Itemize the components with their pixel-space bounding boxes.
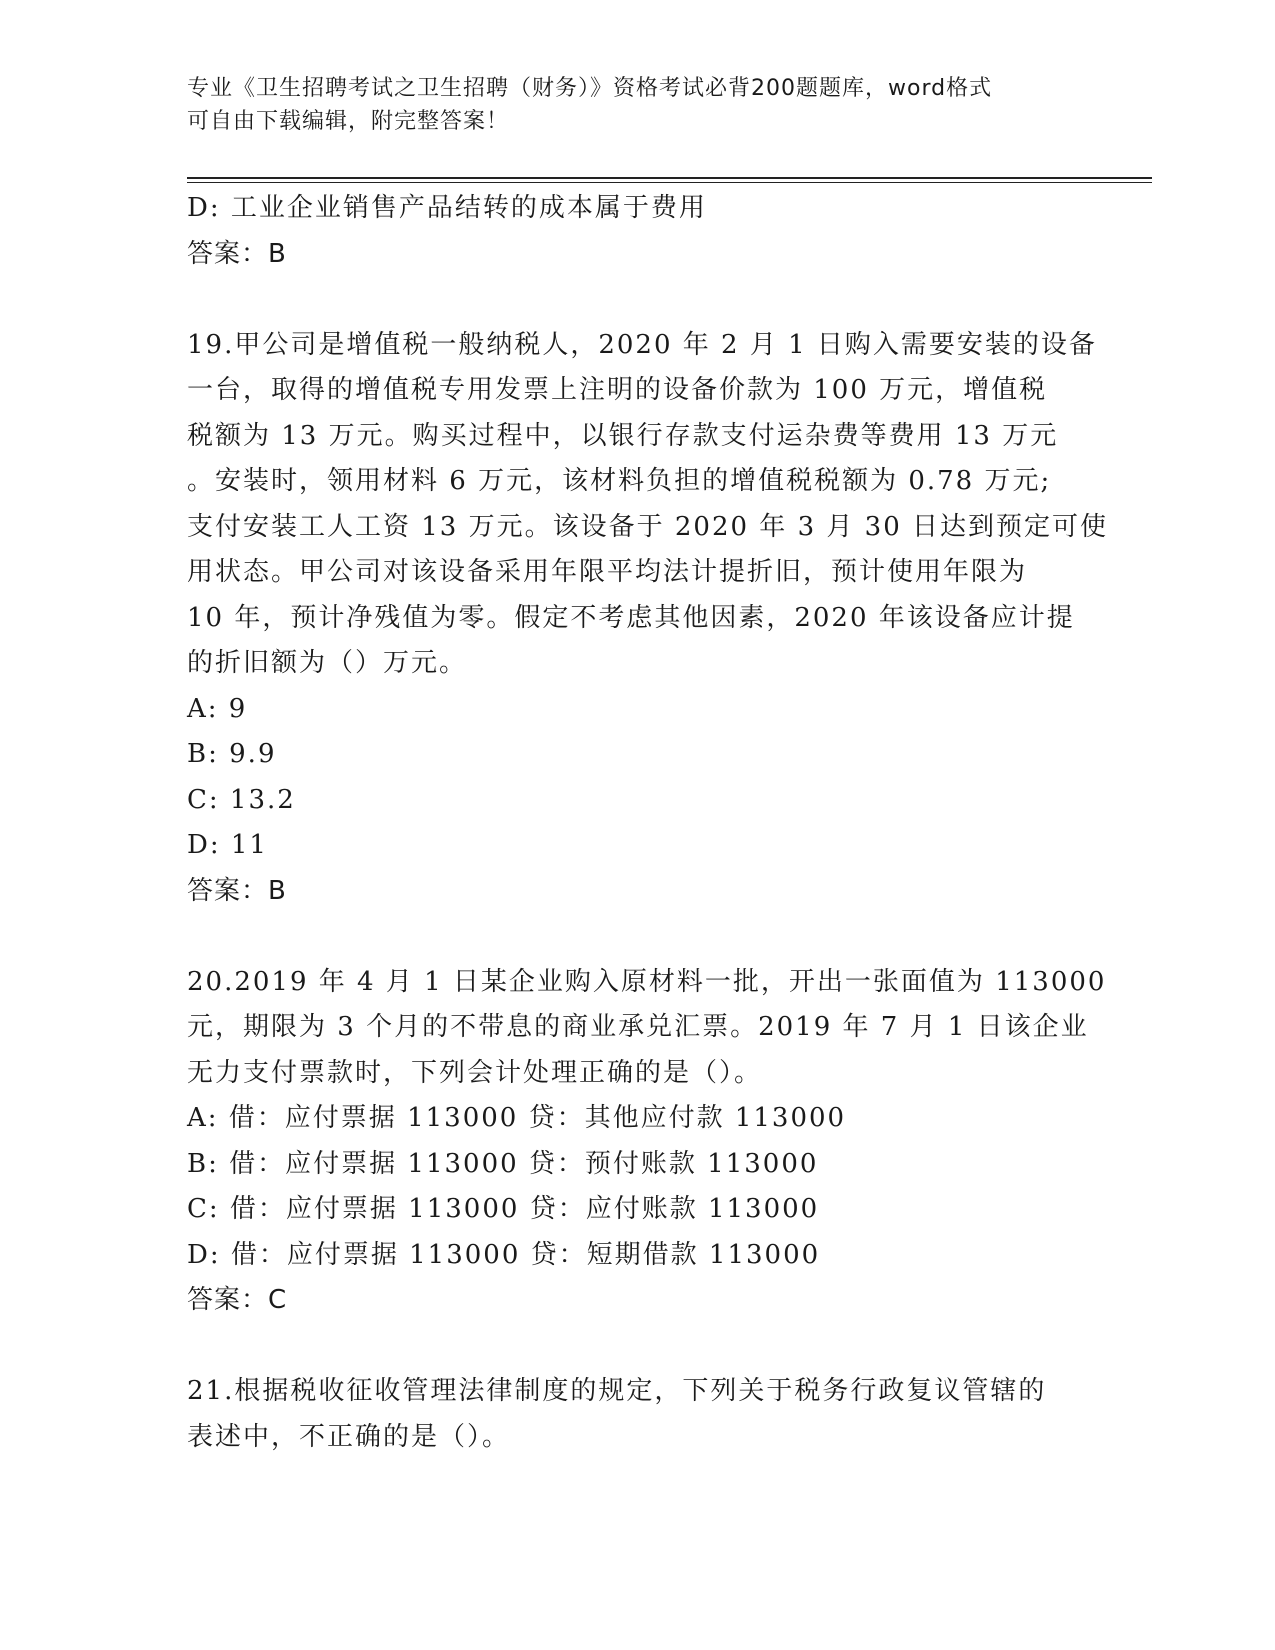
q20-text-line: 无力支付票款时，下列会计处理正确的是（）。 bbox=[187, 1057, 763, 1088]
document-header bbox=[187, 72, 1067, 138]
q20-option-b: B: 借：应付票据 113000 贷：预付账款 113000 bbox=[187, 1148, 819, 1179]
q19-text-line: 10 年，预计净残值为零。假定不考虑其他因素，2020 年该设备应计提 bbox=[187, 602, 1075, 633]
question-20 bbox=[187, 960, 1107, 1324]
q19-option-c: C: 13.2 bbox=[187, 784, 296, 815]
q20-option-d: D: 借：应付票据 113000 贷：短期借款 113000 bbox=[187, 1239, 821, 1270]
prev-answer: 答案：B bbox=[187, 238, 287, 269]
q19-text-line: 的折旧额为（）万元。 bbox=[187, 648, 468, 678]
q20-answer: 答案：C bbox=[187, 1285, 288, 1315]
header-divider-thin bbox=[187, 182, 1152, 183]
header-line-2: 可自由下载编辑，附完整答案！ bbox=[187, 109, 510, 134]
q19-answer: 答案：B bbox=[187, 875, 287, 906]
q19-text-line: 支付安装工人工资 13 万元。该设备于 2020 年 3 月 30 日达到预定可使 bbox=[187, 511, 1108, 542]
document-body bbox=[187, 186, 1108, 1460]
spacer bbox=[187, 277, 1087, 323]
q19-text-line: 19.甲公司是增值税一般纳税人，2020 年 2 月 1 日购入需要安装的设备 bbox=[187, 329, 1097, 360]
q19-text-line: 税额为 13 万元。购买过程中，以银行存款支付运杂费等费用 13 万元 bbox=[187, 420, 1059, 451]
q21-text-line: 表述中，不正确的是（）。 bbox=[187, 1421, 511, 1452]
prev-option-d: D: 工业企业销售产品结转的成本属于费用 bbox=[187, 193, 707, 223]
q19-text-line: 用状态。甲公司对该设备采用年限平均法计提折旧，预计使用年限为 bbox=[187, 557, 1028, 587]
q19-option-b: B: 9.9 bbox=[187, 739, 277, 769]
question-21 bbox=[187, 1369, 1087, 1460]
question-19 bbox=[187, 323, 1108, 915]
q20-text-line: 20.2019 年 4 月 1 日某企业购入原材料一批，开出一张面值为 113000 bbox=[187, 966, 1107, 997]
q19-text-line: 。安装时，领用材料 6 万元，该材料负担的增值税税额为 0.78 万元; bbox=[187, 466, 1052, 496]
header-line-1: 专业《卫生招聘考试之卫生招聘（财务）》资格考试必背200题题库，word格式 bbox=[187, 76, 993, 101]
q21-text-line: 21.根据税收征收管理法律制度的规定，下列关于税务行政复议管辖的 bbox=[187, 1376, 1047, 1406]
q20-option-a: A: 借：应付票据 113000 贷：其他应付款 113000 bbox=[187, 1103, 847, 1133]
header-divider-thick bbox=[187, 177, 1152, 179]
q19-option-d: D: 11 bbox=[187, 830, 268, 860]
q20-text-line: 元，期限为 3 个月的不带息的商业承兑汇票。2019 年 7 月 1 日该企业 bbox=[187, 1012, 1089, 1042]
q19-text-line: 一台，取得的增值税专用发票上注明的设备价款为 100 万元，增值税 bbox=[187, 375, 1048, 405]
q20-option-c: C: 借：应付票据 113000 贷：应付账款 113000 bbox=[187, 1194, 820, 1224]
q19-option-a: A: 9 bbox=[187, 693, 248, 724]
spacer bbox=[187, 914, 1087, 960]
spacer bbox=[187, 1324, 1087, 1370]
